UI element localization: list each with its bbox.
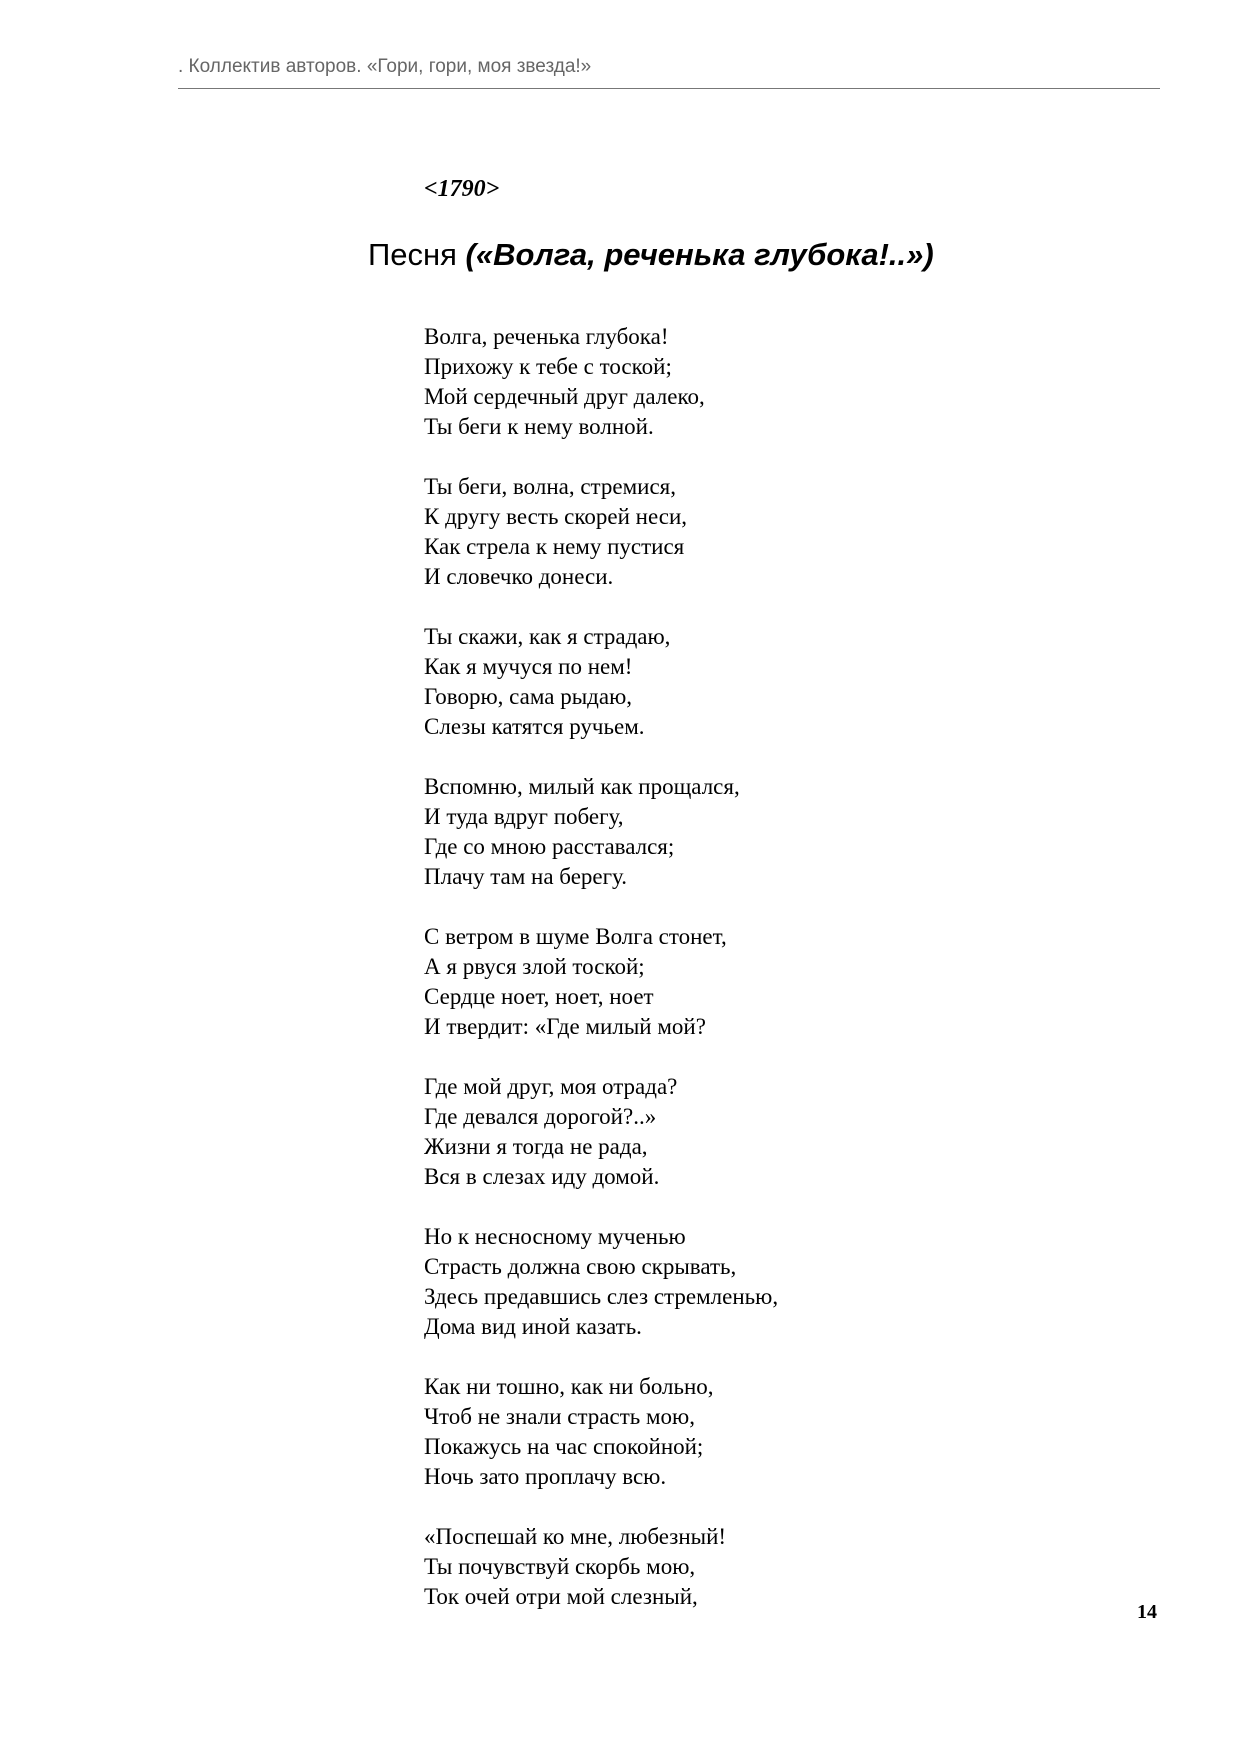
poem-title-subtitle: («Волга, реченька глубока!..») bbox=[465, 237, 934, 272]
verse-line: «Поспешай ко мне, любезный! bbox=[424, 1524, 727, 1549]
poem-body bbox=[424, 322, 778, 1642]
verse-line: Как ни тошно, как ни больно, bbox=[424, 1374, 714, 1399]
verse-line: Где мой друг, моя отрада? bbox=[424, 1074, 678, 1099]
verse-line: А я рвуся злой тоской; bbox=[424, 954, 645, 979]
verse-line: Ты почувствуй скорбь мою, bbox=[424, 1554, 696, 1579]
verse-line: Ты скажи, как я страдаю, bbox=[424, 624, 671, 649]
verse-line: Жизни я тогда не рада, bbox=[424, 1134, 648, 1159]
verse-line: Ты беги к нему волной. bbox=[424, 414, 654, 439]
verse-line: С ветром в шуме Волга стонет, bbox=[424, 924, 727, 949]
verse-line: Дома вид иной казать. bbox=[424, 1314, 642, 1339]
verse-line: Говорю, сама рыдаю, bbox=[424, 684, 633, 709]
stanza bbox=[424, 622, 778, 742]
verse-line: Плачу там на берегу. bbox=[424, 864, 628, 889]
verse-line: Но к несносному мученью bbox=[424, 1224, 686, 1249]
verse-line: Прихожу к тебе с тоской; bbox=[424, 354, 672, 379]
stanza bbox=[424, 1372, 778, 1492]
verse-line: К другу весть скорей неси, bbox=[424, 504, 688, 529]
poem-date: <1790> bbox=[424, 176, 500, 202]
verse-line: Ты беги, волна, стремися, bbox=[424, 474, 677, 499]
verse-line: Здесь предавшись слез стремленью, bbox=[424, 1284, 779, 1309]
verse-line: Как стрела к нему пустися bbox=[424, 534, 685, 559]
stanza bbox=[424, 772, 778, 892]
stanza bbox=[424, 322, 778, 442]
stanza bbox=[424, 922, 778, 1042]
verse-line: Вспомню, милый как прощался, bbox=[424, 774, 740, 799]
verse-line: Где девался дорогой?..» bbox=[424, 1104, 657, 1129]
verse-line: Где со мною расставался; bbox=[424, 834, 675, 859]
verse-line: Страсть должна свою скрывать, bbox=[424, 1254, 737, 1279]
verse-line: Чтоб не знали страсть мою, bbox=[424, 1404, 695, 1429]
page-number: 14 bbox=[1137, 1601, 1157, 1623]
verse-line: Мой сердечный друг далеко, bbox=[424, 384, 705, 409]
poem-title-main: Песня bbox=[368, 237, 466, 272]
verse-line: И словечко донеси. bbox=[424, 564, 614, 589]
verse-line: Как я мучуся по нем! bbox=[424, 654, 633, 679]
header-divider bbox=[178, 88, 1160, 89]
verse-line: И твердит: «Где милый мой? bbox=[424, 1014, 706, 1039]
stanza bbox=[424, 1522, 778, 1612]
verse-line: Волга, реченька глубока! bbox=[424, 324, 669, 349]
verse-line: Покажусь на час спокойной; bbox=[424, 1434, 704, 1459]
stanza bbox=[424, 1072, 778, 1192]
verse-line: Ночь зато проплачу всю. bbox=[424, 1464, 667, 1489]
verse-line: Сердце ноет, ноет, ноет bbox=[424, 984, 654, 1009]
stanza bbox=[424, 472, 778, 592]
verse-line: Слезы катятся ручьем. bbox=[424, 714, 645, 739]
running-header: . Коллектив авторов. «Гори, гори, моя звезда!» bbox=[178, 56, 592, 77]
verse-line: Вся в слезах иду домой. bbox=[424, 1164, 660, 1189]
verse-line: Ток очей отри мой слезный, bbox=[424, 1584, 698, 1609]
stanza bbox=[424, 1222, 778, 1342]
verse-line: И туда вдруг побегу, bbox=[424, 804, 624, 829]
poem-title bbox=[368, 237, 934, 273]
